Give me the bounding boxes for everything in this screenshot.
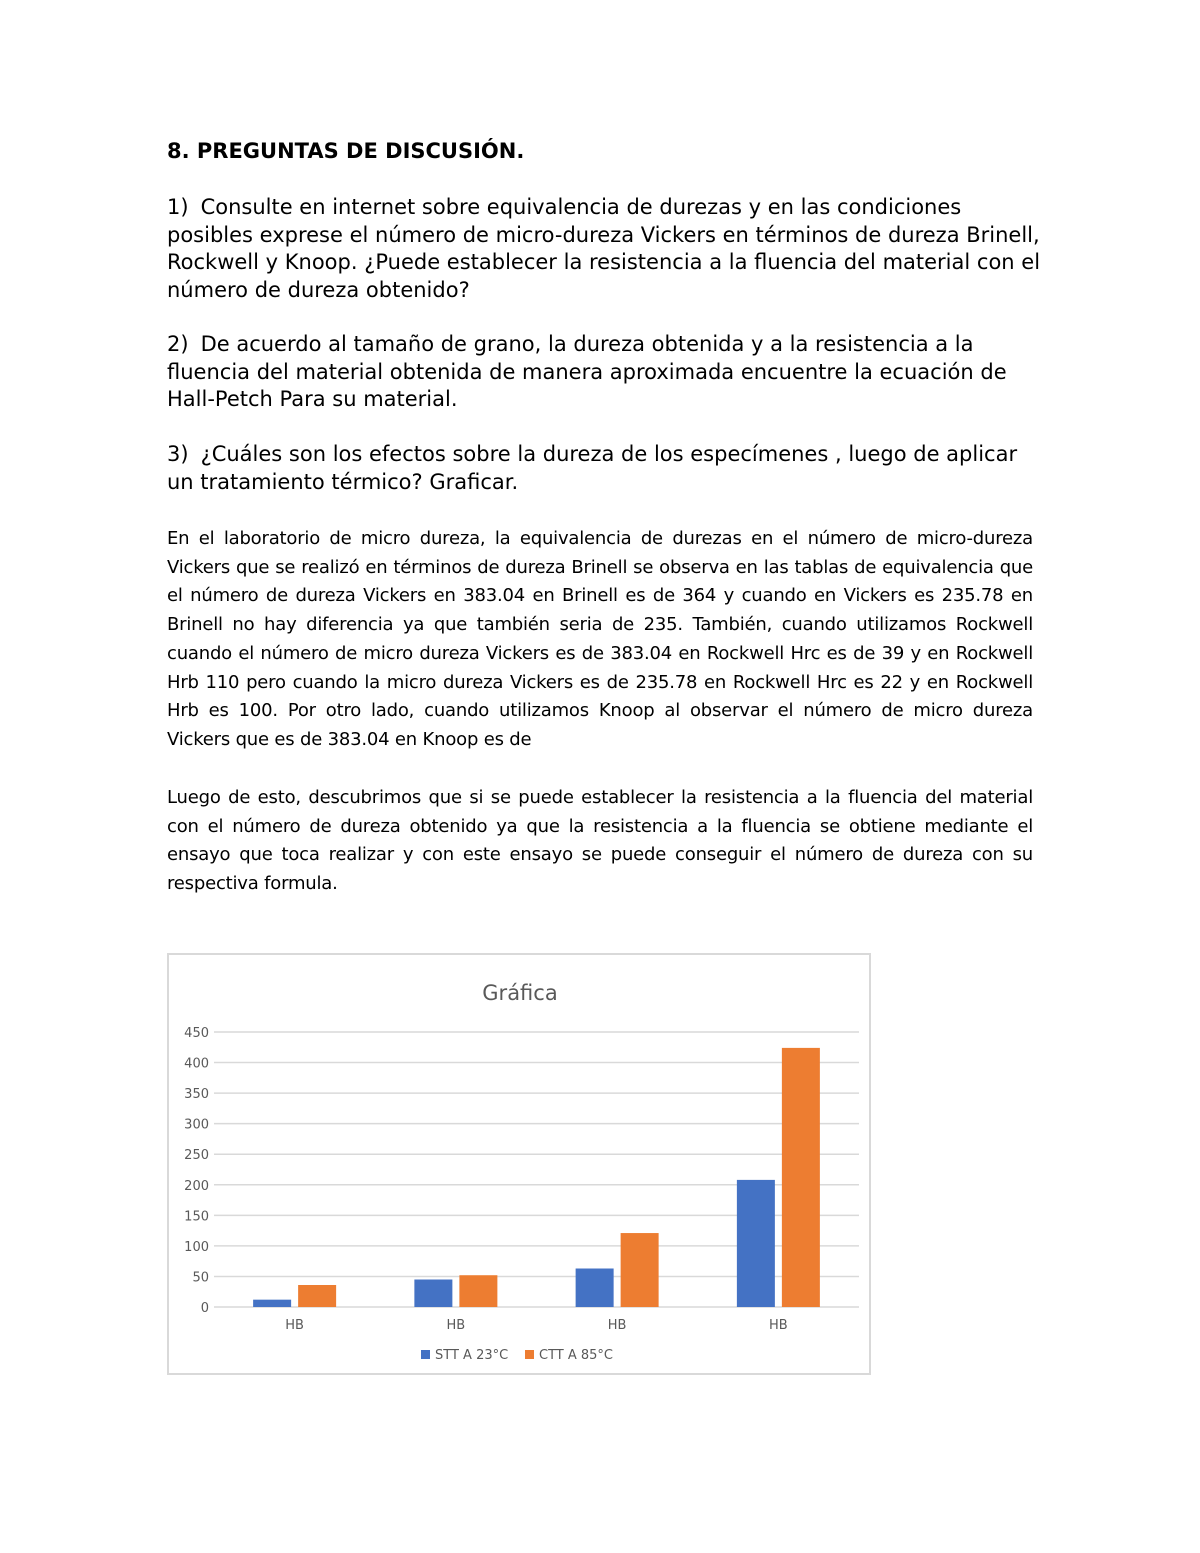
y-tick-label: 200	[184, 1178, 209, 1194]
y-tick-label: 150	[184, 1209, 209, 1225]
y-tick-label: 350	[184, 1087, 209, 1103]
bar-series-1	[576, 1269, 614, 1308]
y-tick-label: 450	[184, 1026, 209, 1041]
y-axis-ticks	[184, 1026, 209, 1316]
answer-paragraph-2: Luego de esto, descubrimos que si se puede establecer la resistencia a la fluencia del material con el número de dureza obtenido ya que la resistencia a la fluencia se obtiene mediante el ensayo que toca realizar y con este ensayo se puede conseguir el número de dureza con su respectiva formula.	[167, 787, 1033, 895]
x-tick-label: HB	[607, 1318, 627, 1333]
section-heading: 8. PREGUNTAS DE DISCUSIÓN.	[167, 139, 525, 163]
y-tick-label: 0	[200, 1301, 209, 1316]
question-1	[167, 194, 1047, 304]
question-2	[167, 331, 1047, 414]
y-tick-label: 250	[184, 1148, 209, 1164]
question-text: ¿Cuáles son los efectos sobre la dureza de los especímenes , luego de aplicar un tratamiento térmico? Graficar.	[167, 442, 1018, 494]
answer-paragraph-1: En el laboratorio de micro dureza, la equivalencia de durezas en el número de micro-dureza Vickers que se realizó en términos de dureza Brinell se observa en las tablas de equivalencia que el número de dureza Vickers en 383.04 en Brinell es de 364 y cuando en Vickers es 235.78 en Brinell no hay diferencia ya que también seria de 235. También, cuando utilizamos Rockwell cuando el número de micro dureza Vickers es de 383.04 en Rockwell Hrc es de 39 y en Rockwell Hrb 110 pero cuando la micro dureza Vickers es de 235.78 en Rockwell Hrc es 22 y en Rockwell Hrb es 100. Por otro lado, cuando utilizamos Knoop al observar el número de micro dureza Vickers que es de 383.04 en Knoop es de	[167, 528, 1033, 750]
bars	[253, 1048, 820, 1307]
bar-series-2	[621, 1233, 659, 1307]
bar-series-2	[782, 1048, 820, 1307]
x-axis-ticks	[285, 1318, 787, 1333]
legend-swatch	[525, 1350, 534, 1359]
bar-series-1	[414, 1280, 452, 1308]
x-tick-label: HB	[769, 1318, 788, 1333]
bar-series-2	[459, 1275, 497, 1307]
y-tick-label: 50	[192, 1270, 209, 1286]
bar-series-1	[253, 1300, 291, 1307]
bar-series-1	[737, 1180, 775, 1307]
question-3	[167, 441, 1047, 496]
question-number: 3)	[167, 442, 189, 466]
bar-series-2	[298, 1285, 336, 1307]
legend-swatch	[421, 1350, 430, 1359]
chart-svg	[169, 955, 869, 1373]
y-tick-label: 100	[184, 1239, 209, 1255]
chart-legend	[421, 1348, 613, 1363]
x-tick-label: HB	[285, 1318, 304, 1333]
legend-label: STT A 23°C	[435, 1348, 509, 1363]
question-text: De acuerdo al tamaño de grano, la dureza obtenida y a la resistencia a la fluencia del material obtenida de manera aproximada encuentre la ecuación de Hall-Petch Para su material.	[167, 332, 1007, 411]
hardness-chart	[167, 953, 871, 1375]
y-tick-label: 400	[184, 1056, 209, 1072]
question-text: Consulte en internet sobre equivalencia de durezas y en las condiciones posibles exprese el número de micro-dureza Vickers en términos de dureza Brinell, Rockwell y Knoop. ¿Puede establecer la resistencia a la fluencia del material con el número de dureza obtenido?	[167, 195, 1041, 302]
question-number: 1)	[167, 195, 189, 219]
chart-title: Gráfica	[482, 981, 558, 1005]
x-tick-label: HB	[446, 1318, 466, 1333]
question-number: 2)	[167, 332, 189, 356]
y-tick-label: 300	[184, 1117, 209, 1133]
legend-label: CTT A 85°C	[539, 1348, 614, 1363]
